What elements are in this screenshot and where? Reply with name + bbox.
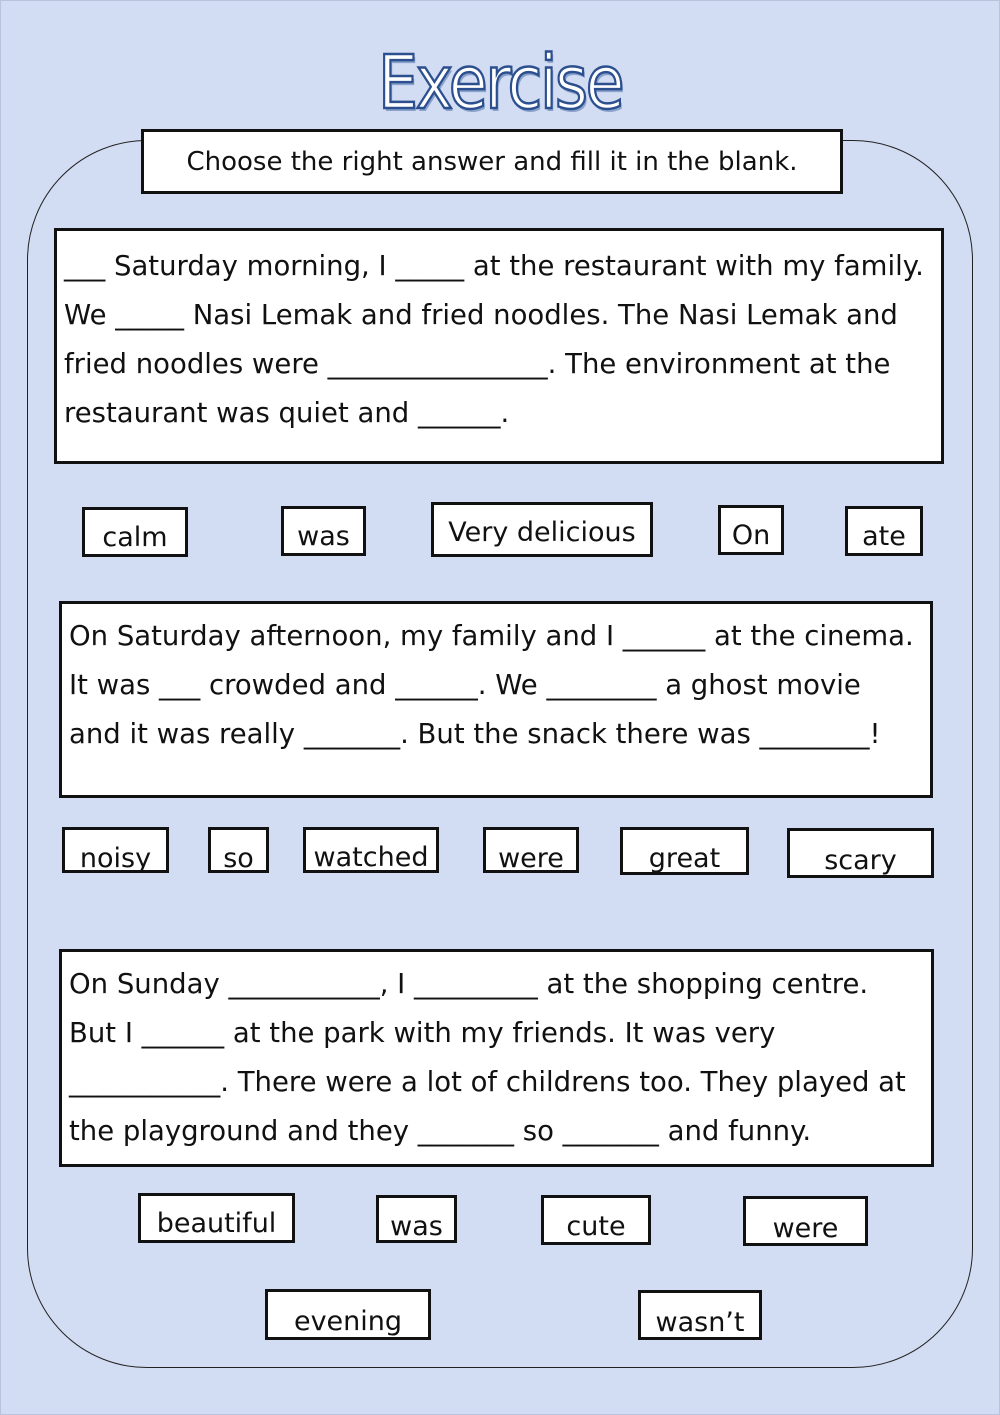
option-cute[interactable]: cute: [541, 1195, 651, 1245]
option-evening[interactable]: evening: [265, 1289, 431, 1340]
passage-2: [59, 601, 933, 798]
passage-line: the playground and they _______ so _______ and funny.: [69, 1115, 812, 1147]
option-was[interactable]: was: [376, 1195, 457, 1243]
option-very-delicious[interactable]: Very delicious: [431, 502, 653, 557]
passage-3: [59, 949, 934, 1167]
option-beautiful[interactable]: beautiful: [138, 1193, 295, 1243]
option-ate[interactable]: ate: [845, 506, 923, 556]
option-was[interactable]: was: [281, 506, 366, 556]
passage-line: restaurant was quiet and ______.: [64, 397, 510, 429]
passage-line: fried noodles were ________________. The environment at the: [64, 348, 891, 380]
option-on[interactable]: On: [718, 505, 784, 555]
passage-line: On Sunday ___________, I _________ at the shopping centre.: [69, 968, 869, 1000]
passage-line: ___________. There were a lot of childrens too. They played at: [69, 1066, 906, 1098]
option-wasnt[interactable]: wasn’t: [638, 1290, 762, 1340]
option-were[interactable]: were: [483, 827, 579, 873]
option-watched[interactable]: watched: [303, 827, 439, 873]
passage-1: [54, 228, 944, 464]
passage-line: But I ______ at the park with my friends. It was very: [69, 1017, 776, 1049]
passage-line: On Saturday afternoon, my family and I ______ at the cinema.: [69, 620, 914, 652]
page-title: Exercise: [377, 40, 623, 126]
option-calm[interactable]: calm: [82, 507, 188, 557]
passage-line: ___ Saturday morning, I _____ at the restaurant with my family.: [64, 250, 924, 282]
option-so[interactable]: so: [208, 827, 269, 873]
passage-line: It was ___ crowded and ______. We ________ a ghost movie: [69, 669, 861, 701]
passage-line: and it was really _______. But the snack there was ________!: [69, 718, 881, 750]
option-were[interactable]: were: [743, 1196, 868, 1246]
passage-line: We _____ Nasi Lemak and fried noodles. The Nasi Lemak and: [64, 299, 898, 331]
option-great[interactable]: great: [620, 827, 749, 875]
instruction-box: Choose the right answer and fill it in the blank.: [141, 129, 843, 194]
option-scary[interactable]: scary: [787, 828, 934, 878]
option-noisy[interactable]: noisy: [62, 827, 169, 873]
